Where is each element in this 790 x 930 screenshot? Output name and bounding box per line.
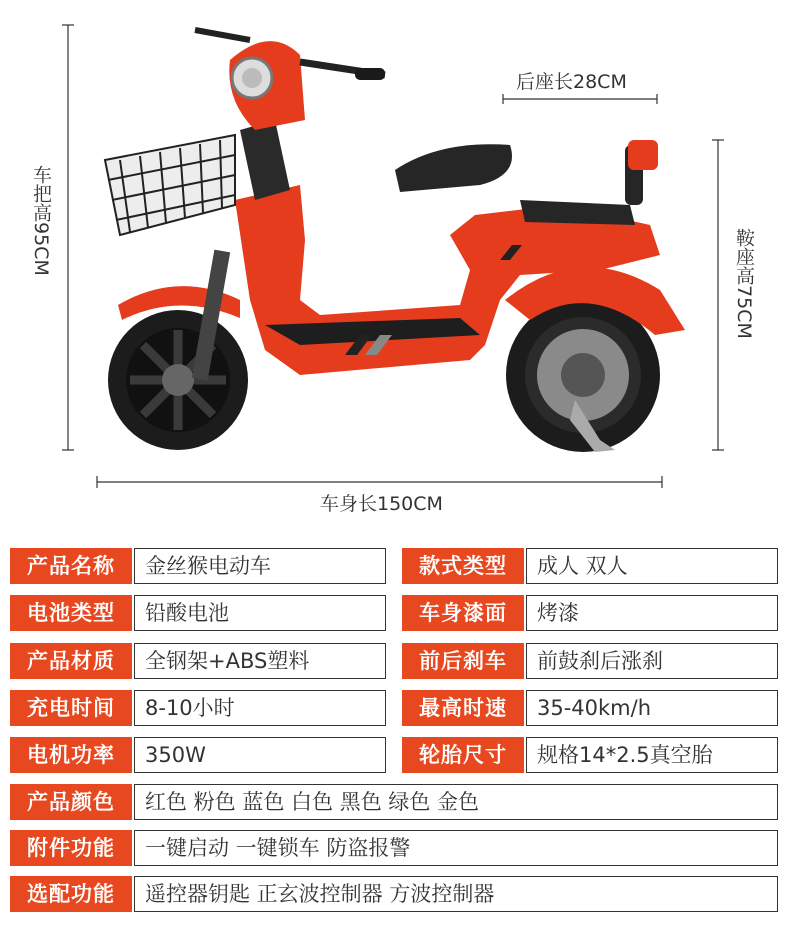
spec-label: 产品材质 bbox=[10, 643, 132, 679]
spec-label: 电池类型 bbox=[10, 595, 132, 631]
front-basket bbox=[105, 135, 235, 235]
spec-row-brakes bbox=[402, 643, 778, 679]
spec-label: 轮胎尺寸 bbox=[402, 737, 524, 773]
spec-label: 产品颜色 bbox=[10, 784, 132, 820]
saddle-height-label: 鞍座高75CM bbox=[733, 228, 755, 339]
spec-value: 全钢架+ABS塑料 bbox=[134, 643, 386, 679]
spec-label: 车身漆面 bbox=[402, 595, 524, 631]
spec-label: 最高时速 bbox=[402, 690, 524, 726]
spec-row-name bbox=[10, 548, 386, 584]
spec-value: 前鼓刹后涨刹 bbox=[526, 643, 778, 679]
body-length-label: 车身长150CM bbox=[320, 493, 443, 515]
spec-label: 附件功能 bbox=[10, 830, 132, 866]
front-wheel bbox=[108, 310, 248, 450]
spec-value: 35-40km/h bbox=[526, 690, 778, 726]
rear-seat-length-label: 后座长28CM bbox=[516, 71, 627, 93]
spec-row-product-colors bbox=[10, 784, 778, 820]
spec-value: 8-10小时 bbox=[134, 690, 386, 726]
spec-label: 前后刹车 bbox=[402, 643, 524, 679]
spec-row-accessories bbox=[10, 830, 778, 866]
spec-row-motor-power bbox=[10, 737, 386, 773]
spec-label: 选配功能 bbox=[10, 876, 132, 912]
spec-value: 成人 双人 bbox=[526, 548, 778, 584]
spec-row-tire-size bbox=[402, 737, 778, 773]
spec-label: 充电时间 bbox=[10, 690, 132, 726]
spec-row-paint bbox=[402, 595, 778, 631]
spec-row-options bbox=[10, 876, 778, 912]
spec-value: 烤漆 bbox=[526, 595, 778, 631]
spec-row-style bbox=[402, 548, 778, 584]
spec-row-top-speed bbox=[402, 690, 778, 726]
spec-row-charge-time bbox=[10, 690, 386, 726]
spec-value: 红色 粉色 蓝色 白色 黑色 绿色 金色 bbox=[134, 784, 778, 820]
spec-row-material bbox=[10, 643, 386, 679]
spec-value: 铅酸电池 bbox=[134, 595, 386, 631]
handlebar-height-label: 车把高95CM bbox=[30, 165, 52, 276]
spec-value: 350W bbox=[134, 737, 386, 773]
spec-value: 遥控器钥匙 正玄波控制器 方波控制器 bbox=[134, 876, 778, 912]
spec-value: 金丝猴电动车 bbox=[134, 548, 386, 584]
spec-label: 电机功率 bbox=[10, 737, 132, 773]
spec-label: 款式类型 bbox=[402, 548, 524, 584]
seat bbox=[395, 144, 512, 192]
spec-value: 规格14*2.5真空胎 bbox=[526, 737, 778, 773]
spec-value: 一键启动 一键锁车 防盗报警 bbox=[134, 830, 778, 866]
spec-label: 产品名称 bbox=[10, 548, 132, 584]
spec-row-battery bbox=[10, 595, 386, 631]
